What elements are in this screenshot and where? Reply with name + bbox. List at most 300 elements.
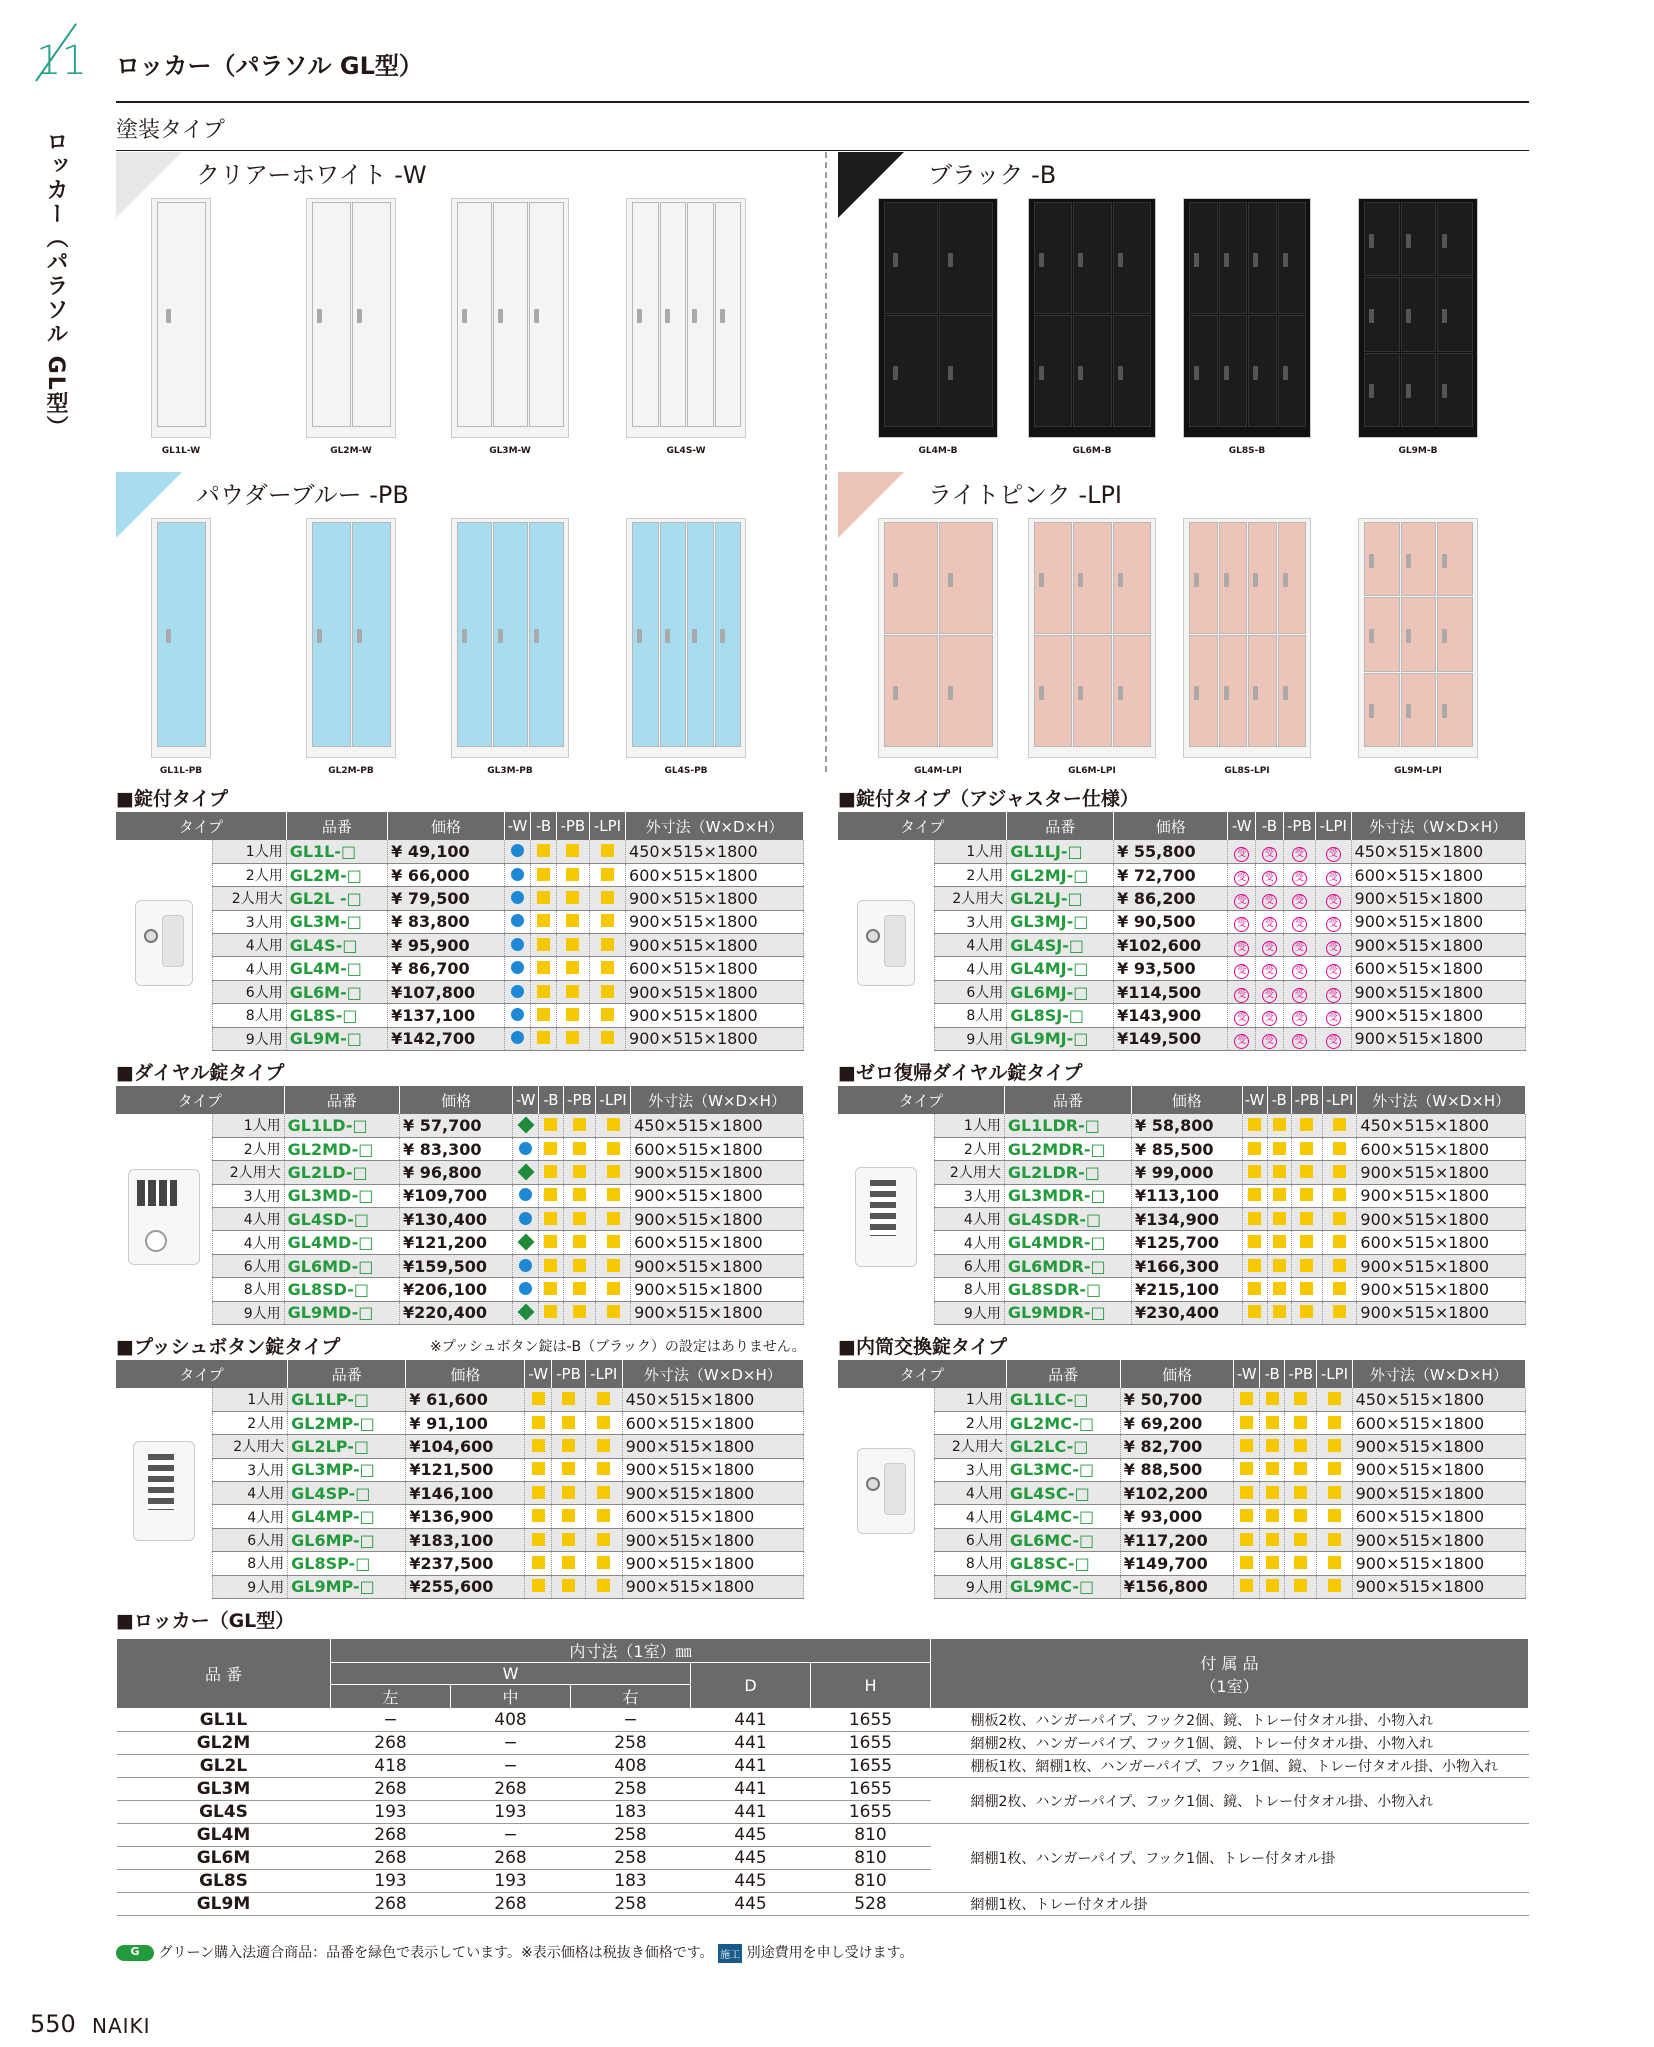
- order-square-icon: [1248, 1259, 1261, 1272]
- dimension-cell: 900×515×1800: [622, 1528, 803, 1551]
- price-cell: ¥ 88,500: [1120, 1458, 1234, 1481]
- spec-value-cell: 1655: [811, 1778, 931, 1801]
- table-row: [116, 887, 804, 910]
- capacity-cell: 8人用: [934, 1278, 1004, 1301]
- locker-door: [715, 202, 742, 427]
- handle-icon: [1442, 704, 1447, 718]
- price-cell: ¥142,700: [388, 1027, 505, 1050]
- order-square-icon: [597, 1439, 610, 1452]
- dimension-cell: 900×515×1800: [626, 887, 804, 910]
- handle-icon: [637, 629, 642, 643]
- availability-cell: [1291, 1208, 1322, 1231]
- order-square-icon: [537, 868, 550, 881]
- made-to-order-icon: 受: [1262, 894, 1277, 909]
- order-square-icon: [1333, 1165, 1346, 1178]
- spec-model-cell: GL8S: [117, 1870, 331, 1893]
- model-number-cell: GL4MC-□: [1006, 1505, 1120, 1528]
- order-square-icon: [1333, 1305, 1346, 1318]
- dimension-cell: 600×515×1800: [1351, 957, 1525, 980]
- handle-icon: [1253, 366, 1258, 380]
- capacity-cell: 3人用: [212, 1184, 284, 1207]
- stock-diamond-icon: [517, 1304, 534, 1321]
- dimension-cell: 900×515×1800: [1351, 910, 1525, 933]
- order-square-icon: [1266, 1462, 1279, 1475]
- locker-door: [687, 522, 714, 747]
- availability-cell: [1242, 1161, 1267, 1184]
- model-number-cell: GL9M-□: [286, 1027, 387, 1050]
- capacity-cell: 3人用: [212, 1458, 288, 1481]
- availability-cell: [1256, 957, 1284, 980]
- order-square-icon: [566, 868, 579, 881]
- spec-value-cell: 268: [331, 1893, 451, 1916]
- model-number-cell: GL4SD-□: [284, 1208, 399, 1231]
- price-cell: ¥ 85,500: [1132, 1137, 1243, 1160]
- availability-cell: [1267, 1137, 1291, 1160]
- model-number-cell: GL2MP-□: [288, 1411, 406, 1434]
- price-cell: ¥ 72,700: [1114, 863, 1228, 886]
- model-number-cell: GL2LDR-□: [1004, 1161, 1131, 1184]
- model-label: GL8S-LPI: [1224, 766, 1270, 776]
- price-cell: ¥206,100: [400, 1278, 513, 1301]
- availability-cell: [513, 1208, 539, 1231]
- spec-value-cell: 268: [331, 1778, 451, 1801]
- footer-green-text: グリーン購入法適合商品：品番を緑色で表示しています。※表示価格は税抜き価格です。: [158, 1945, 714, 1961]
- order-square-icon: [1248, 1305, 1261, 1318]
- table-row: [838, 840, 1526, 863]
- table-row: [838, 1278, 1526, 1301]
- order-square-icon: [537, 914, 550, 927]
- spec-value-cell: 445: [691, 1847, 811, 1870]
- model-number-cell: GL8SDR-□: [1004, 1278, 1131, 1301]
- model-number-cell: GL9MJ-□: [1007, 1027, 1114, 1050]
- price-cell: ¥104,600: [406, 1435, 525, 1458]
- stock-circle-icon: [519, 1259, 532, 1272]
- dimension-cell: 900×515×1800: [622, 1575, 803, 1598]
- locker-door: [312, 522, 351, 747]
- locker-door: [1364, 597, 1400, 671]
- order-square-icon: [537, 961, 550, 974]
- spec-value-cell: −: [331, 1709, 451, 1732]
- availability-cell: [589, 957, 625, 980]
- price-table-key: [116, 812, 804, 1051]
- capacity-cell: 1人用: [934, 840, 1007, 863]
- spec-row: [117, 1755, 1529, 1778]
- dimension-cell: 600×515×1800: [1352, 1505, 1525, 1528]
- dimension-cell: 900×515×1800: [1352, 1552, 1525, 1575]
- availability-cell: [504, 980, 530, 1003]
- price-cell: ¥220,400: [400, 1301, 513, 1324]
- order-square-icon: [562, 1556, 575, 1569]
- model-number-cell: GL4MP-□: [288, 1505, 406, 1528]
- locker-door: [1034, 635, 1072, 747]
- spec-head-acc: [931, 1639, 1529, 1709]
- order-square-icon: [573, 1118, 586, 1131]
- table-row: [838, 1114, 1526, 1137]
- locker-door: [1248, 202, 1277, 314]
- handle-icon: [1039, 573, 1044, 587]
- order-square-icon: [1328, 1392, 1341, 1405]
- availability-cell: [1260, 1482, 1285, 1505]
- footer-extra-text: 別途費用を申し受けます。: [746, 1945, 914, 1961]
- price-cell: ¥230,400: [1132, 1301, 1243, 1324]
- table-header: -B: [1267, 1086, 1291, 1114]
- handle-icon: [1078, 686, 1083, 700]
- spec-value-cell: 445: [691, 1824, 811, 1847]
- availability-cell: [1256, 863, 1284, 886]
- model-number-cell: GL2MC-□: [1006, 1411, 1120, 1434]
- availability-cell: [556, 1027, 589, 1050]
- table-row: [116, 957, 804, 980]
- model-number-cell: GL9MD-□: [284, 1301, 399, 1324]
- availability-cell: [563, 1161, 595, 1184]
- capacity-cell: 6人用: [212, 1528, 288, 1551]
- locker-door: [1034, 315, 1072, 427]
- availability-cell: [539, 1301, 564, 1324]
- handle-icon: [166, 309, 171, 323]
- availability-cell: [589, 863, 625, 886]
- locker-door: [1113, 635, 1151, 747]
- dimension-cell: 900×515×1800: [1357, 1301, 1526, 1324]
- order-square-icon: [532, 1533, 545, 1546]
- price-table-push: [116, 1360, 804, 1599]
- table-row: [116, 1027, 804, 1050]
- order-square-icon: [1240, 1439, 1253, 1452]
- handle-icon: [1253, 686, 1258, 700]
- order-square-icon: [566, 938, 579, 951]
- spec-head-d: D: [691, 1663, 811, 1709]
- price-cell: ¥ 86,200: [1114, 887, 1228, 910]
- lock-image: [116, 1388, 212, 1599]
- table-header: -W: [1234, 1360, 1260, 1388]
- model-number-cell: GL4MJ-□: [1007, 957, 1114, 980]
- order-square-icon: [601, 914, 614, 927]
- stock-circle-icon: [511, 844, 524, 857]
- price-cell: ¥ 55,800: [1114, 840, 1228, 863]
- order-square-icon: [1300, 1212, 1313, 1225]
- availability-cell: [513, 1254, 539, 1277]
- availability-cell: [1323, 1137, 1357, 1160]
- handle-icon: [1369, 704, 1374, 718]
- order-square-icon: [573, 1305, 586, 1318]
- capacity-cell: 6人用: [934, 1254, 1004, 1277]
- table-header: 価格: [1132, 1086, 1243, 1114]
- spec-head-mid: 中: [451, 1685, 571, 1709]
- availability-cell: [531, 1004, 557, 1027]
- order-square-icon: [597, 1509, 610, 1522]
- color-label: クリアーホワイト -W: [196, 161, 427, 189]
- capacity-cell: 2人用大: [934, 1161, 1004, 1184]
- order-square-icon: [1273, 1259, 1286, 1272]
- table-header: 外寸法（W×D×H）: [631, 1086, 804, 1114]
- availability-cell: [585, 1552, 622, 1575]
- availability-cell: [1260, 1458, 1285, 1481]
- model-number-cell: GL1LC-□: [1006, 1388, 1120, 1411]
- model-number-cell: GL1LD-□: [284, 1114, 399, 1137]
- lock-image: [838, 1388, 934, 1599]
- spec-value-cell: 193: [331, 1870, 451, 1893]
- order-square-icon: [1273, 1142, 1286, 1155]
- order-square-icon: [1328, 1579, 1341, 1592]
- locker-image: [451, 518, 569, 758]
- availability-cell: [1242, 1114, 1267, 1137]
- model-number-cell: GL4SC-□: [1006, 1482, 1120, 1505]
- capacity-cell: 3人用: [212, 910, 286, 933]
- handle-icon: [948, 253, 953, 267]
- availability-cell: [1317, 1458, 1352, 1481]
- dimension-cell: 450×515×1800: [1351, 840, 1525, 863]
- handle-icon: [948, 686, 953, 700]
- capacity-cell: 1人用: [934, 1114, 1004, 1137]
- handle-icon: [1224, 686, 1229, 700]
- order-square-icon: [1240, 1462, 1253, 1475]
- price-cell: ¥ 95,900: [388, 934, 505, 957]
- availability-cell: [1283, 910, 1315, 933]
- spec-head-inner: 内寸法（1室）㎜: [331, 1639, 931, 1663]
- price-cell: ¥255,600: [406, 1575, 525, 1598]
- availability-cell: [1228, 863, 1256, 886]
- model-number-cell: GL4SJ-□: [1007, 934, 1114, 957]
- spec-value-cell: 418: [331, 1755, 451, 1778]
- order-square-icon: [1273, 1165, 1286, 1178]
- handle-icon: [1118, 573, 1123, 587]
- availability-cell: [539, 1137, 564, 1160]
- locker-door: [493, 522, 528, 747]
- locker-door: [632, 522, 659, 747]
- made-to-order-icon: 受: [1234, 1011, 1249, 1026]
- stock-circle-icon: [519, 1282, 532, 1295]
- spec-accessories-cell: 網棚2枚、ハンガーパイプ、フック1個、鏡、トレー付タオル掛、小物入れ: [931, 1778, 1529, 1824]
- availability-cell: [1267, 1184, 1291, 1207]
- availability-cell: [552, 1411, 586, 1434]
- availability-cell: [531, 934, 557, 957]
- availability-cell: [1260, 1528, 1285, 1551]
- price-cell: ¥ 91,100: [406, 1411, 525, 1434]
- table-header: タイプ: [838, 1360, 1006, 1388]
- availability-cell: [1323, 1184, 1357, 1207]
- order-square-icon: [544, 1235, 557, 1248]
- capacity-cell: 2人用: [934, 863, 1007, 886]
- spec-value-cell: 193: [451, 1870, 571, 1893]
- made-to-order-icon: 受: [1326, 917, 1341, 932]
- availability-cell: [556, 934, 589, 957]
- handle-icon: [166, 629, 171, 643]
- made-to-order-icon: 受: [1292, 1011, 1307, 1026]
- handle-icon: [1369, 384, 1374, 398]
- lock-icon: [857, 900, 915, 986]
- price-cell: ¥166,300: [1132, 1254, 1243, 1277]
- locker-door: [939, 315, 993, 427]
- availability-cell: [1317, 1552, 1352, 1575]
- handle-icon: [1078, 366, 1083, 380]
- model-number-cell: GL6MD-□: [284, 1254, 399, 1277]
- table-header: -PB: [552, 1360, 586, 1388]
- spec-head-w: W: [331, 1663, 691, 1685]
- order-square-icon: [566, 844, 579, 857]
- availability-cell: [1283, 1027, 1315, 1050]
- availability-cell: [1242, 1278, 1267, 1301]
- capacity-cell: 9人用: [934, 1575, 1006, 1598]
- spec-value-cell: 1655: [811, 1801, 931, 1824]
- order-square-icon: [544, 1305, 557, 1318]
- capacity-cell: 6人用: [934, 980, 1007, 1003]
- handle-icon: [1039, 253, 1044, 267]
- table-row: [838, 1411, 1526, 1434]
- price-cell: ¥149,500: [1114, 1027, 1228, 1050]
- table-header: -LPI: [595, 1086, 630, 1114]
- order-square-icon: [1266, 1533, 1279, 1546]
- spec-row: [117, 1893, 1529, 1916]
- availability-cell: [1316, 1027, 1351, 1050]
- price-table-adjuster: [838, 812, 1526, 1051]
- made-to-order-icon: 受: [1326, 988, 1341, 1003]
- spec-model-cell: GL4M: [117, 1824, 331, 1847]
- spec-value-cell: 810: [811, 1847, 931, 1870]
- locker-door: [1437, 597, 1473, 671]
- handle-icon: [357, 629, 362, 643]
- order-square-icon: [1328, 1439, 1341, 1452]
- lock-image: [838, 840, 934, 1051]
- chapter-number: 11: [36, 38, 87, 84]
- made-to-order-icon: 受: [1292, 964, 1307, 979]
- capacity-cell: 2人用大: [212, 1161, 284, 1184]
- order-square-icon: [607, 1305, 620, 1318]
- table-row: [838, 1505, 1526, 1528]
- availability-cell: [539, 1208, 564, 1231]
- made-to-order-icon: 受: [1234, 941, 1249, 956]
- table-header: -PB: [563, 1086, 595, 1114]
- table-header: -B: [1260, 1360, 1285, 1388]
- order-square-icon: [532, 1416, 545, 1429]
- dimension-cell: 450×515×1800: [1352, 1388, 1525, 1411]
- price-table-dial: [116, 1086, 804, 1325]
- model-number-cell: GL4MD-□: [284, 1231, 399, 1254]
- locker-image: [1183, 518, 1311, 758]
- availability-cell: [504, 910, 530, 933]
- table-row: [838, 1388, 1526, 1411]
- locker-door: [1437, 522, 1473, 596]
- made-to-order-icon: 受: [1262, 847, 1277, 862]
- price-cell: ¥ 49,100: [388, 840, 505, 863]
- availability-cell: [1267, 1254, 1291, 1277]
- availability-cell: [525, 1411, 552, 1434]
- handle-icon: [1369, 309, 1374, 323]
- model-number-cell: GL2M-□: [286, 863, 387, 886]
- order-square-icon: [573, 1165, 586, 1178]
- handle-icon: [893, 686, 898, 700]
- availability-cell: [1317, 1505, 1352, 1528]
- capacity-cell: 2人用大: [934, 887, 1007, 910]
- locker-door: [1034, 202, 1072, 314]
- availability-cell: [531, 910, 557, 933]
- order-square-icon: [562, 1509, 575, 1522]
- locker-door: [1073, 202, 1111, 314]
- order-square-icon: [562, 1579, 575, 1592]
- order-square-icon: [537, 1031, 550, 1044]
- spec-value-cell: 445: [691, 1893, 811, 1916]
- order-square-icon: [537, 844, 550, 857]
- availability-cell: [563, 1254, 595, 1277]
- availability-cell: [1228, 1004, 1256, 1027]
- order-square-icon: [1240, 1556, 1253, 1569]
- availability-cell: [1323, 1301, 1357, 1324]
- capacity-cell: 1人用: [212, 840, 286, 863]
- availability-cell: [1267, 1301, 1291, 1324]
- dimension-cell: 900×515×1800: [1351, 1004, 1525, 1027]
- availability-cell: [1242, 1231, 1267, 1254]
- availability-cell: [1316, 980, 1351, 1003]
- locker-door: [457, 202, 492, 427]
- table-row: [116, 1208, 804, 1231]
- availability-cell: [1283, 1004, 1315, 1027]
- dimension-cell: 900×515×1800: [626, 934, 804, 957]
- order-square-icon: [573, 1212, 586, 1225]
- table-header: -LPI: [1316, 812, 1351, 840]
- availability-cell: [531, 840, 557, 863]
- order-square-icon: [1294, 1509, 1307, 1522]
- dimension-cell: 900×515×1800: [626, 1004, 804, 1027]
- order-square-icon: [544, 1282, 557, 1295]
- color-label: ライトピンク -LPI: [928, 481, 1123, 509]
- availability-cell: [1234, 1505, 1260, 1528]
- availability-cell: [1316, 863, 1351, 886]
- availability-cell: [563, 1301, 595, 1324]
- made-to-order-icon: 受: [1326, 847, 1341, 862]
- spec-row: [117, 1709, 1529, 1732]
- model-number-cell: GL1LDR-□: [1004, 1114, 1131, 1137]
- availability-cell: [563, 1231, 595, 1254]
- order-square-icon: [562, 1486, 575, 1499]
- spec-value-cell: 408: [571, 1755, 691, 1778]
- availability-cell: [1228, 1027, 1256, 1050]
- dimension-cell: 900×515×1800: [1357, 1161, 1526, 1184]
- order-square-icon: [1266, 1579, 1279, 1592]
- availability-cell: [1228, 910, 1256, 933]
- availability-cell: [1260, 1388, 1285, 1411]
- dimension-cell: 900×515×1800: [622, 1552, 803, 1575]
- price-cell: ¥ 61,600: [406, 1388, 525, 1411]
- order-square-icon: [1240, 1486, 1253, 1499]
- made-to-order-icon: 受: [1234, 871, 1249, 886]
- locker-image: [1358, 518, 1478, 758]
- made-to-order-icon: 受: [1234, 917, 1249, 932]
- availability-cell: [589, 980, 625, 1003]
- order-square-icon: [1300, 1188, 1313, 1201]
- dimension-cell: 900×515×1800: [631, 1208, 804, 1231]
- dimension-cell: 900×515×1800: [626, 1027, 804, 1050]
- price-cell: ¥ 90,500: [1114, 910, 1228, 933]
- dimension-cell: 450×515×1800: [1357, 1114, 1526, 1137]
- handle-icon: [1194, 686, 1199, 700]
- availability-cell: [585, 1505, 622, 1528]
- locker-door: [312, 202, 351, 427]
- order-square-icon: [1266, 1439, 1279, 1452]
- dimension-cell: 900×515×1800: [1351, 887, 1525, 910]
- availability-cell: [1267, 1161, 1291, 1184]
- price-cell: ¥121,200: [400, 1231, 513, 1254]
- dimension-cell: 600×515×1800: [631, 1137, 804, 1160]
- table-header: -W: [1228, 812, 1256, 840]
- availability-cell: [585, 1528, 622, 1551]
- handle-icon: [498, 309, 503, 323]
- order-square-icon: [601, 891, 614, 904]
- page-title: ロッカー（パラソル GL型）: [116, 52, 423, 80]
- price-cell: ¥ 50,700: [1120, 1388, 1234, 1411]
- price-cell: ¥146,100: [406, 1482, 525, 1505]
- spec-value-cell: −: [451, 1824, 571, 1847]
- availability-cell: [1256, 980, 1284, 1003]
- dimension-cell: 900×515×1800: [622, 1435, 803, 1458]
- dimension-cell: 900×515×1800: [1352, 1528, 1525, 1551]
